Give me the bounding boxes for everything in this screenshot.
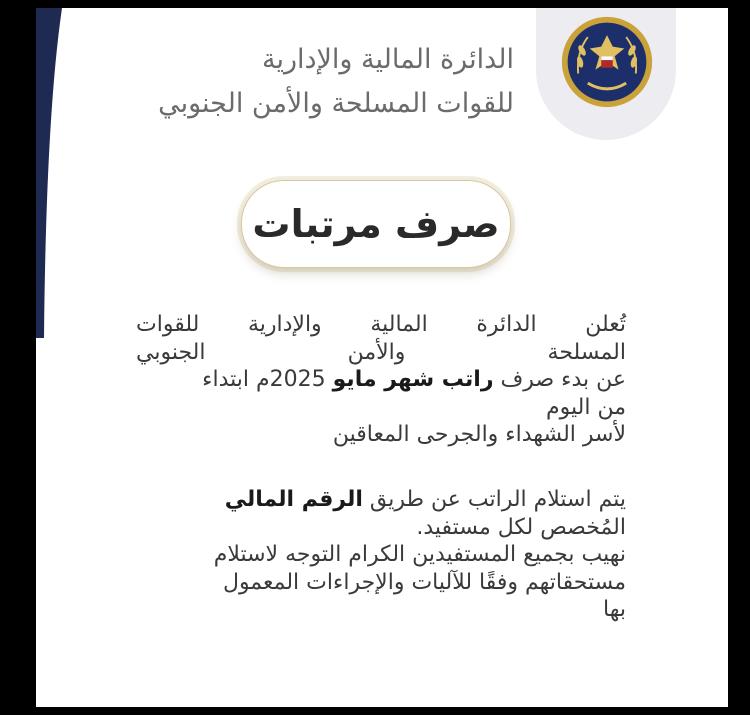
emblem-seal-icon <box>559 14 655 110</box>
announcement-line-4: من اليوم <box>546 394 626 420</box>
organization-header <box>158 38 514 126</box>
logo-panel <box>536 8 676 140</box>
salary-month-highlight: راتب شهر مايو <box>332 367 494 392</box>
header-line-2: للقوات المسلحة والأمن الجنوبي <box>158 88 514 119</box>
announcement-line-1: تُعلن الدائرة المالية والإدارية للقوات <box>136 312 626 337</box>
instructions-line-4: مستحقاتهم وفقًا للآليات والإجراءات المعمول <box>222 569 626 595</box>
announcement-line-3 <box>136 366 626 394</box>
navy-side-band <box>36 8 114 707</box>
announcement-paragraph <box>136 311 626 449</box>
header-line-1: الدائرة المالية والإدارية <box>261 44 514 75</box>
announcement-line-5: لأسر الشهداء والجرحى المعاقين <box>332 422 626 447</box>
title-badge <box>241 180 511 268</box>
announcement-line-2: المسلحة والأمن الجنوبي <box>136 339 626 365</box>
announcement-title: صرف مرتبات <box>252 202 500 246</box>
instructions-line-5: بها <box>603 597 626 622</box>
announcement-page <box>36 8 728 707</box>
financial-number-highlight: الرقم المالي <box>224 487 363 512</box>
instructions-line-1 <box>136 486 626 514</box>
announcement-line-3-end: 2025م ابتداء <box>202 367 333 392</box>
instructions-line-3: نهيب بجميع المستفيدين الكرام التوجه لاستلام <box>213 542 626 567</box>
instructions-line-1-start: يتم استلام الراتب عن طريق <box>362 487 626 512</box>
instructions-line-2: المُخصص لكل مستفيد. <box>416 514 626 540</box>
announcement-line-3-start: عن بدء صرف <box>493 367 626 392</box>
instructions-paragraph <box>136 486 626 624</box>
